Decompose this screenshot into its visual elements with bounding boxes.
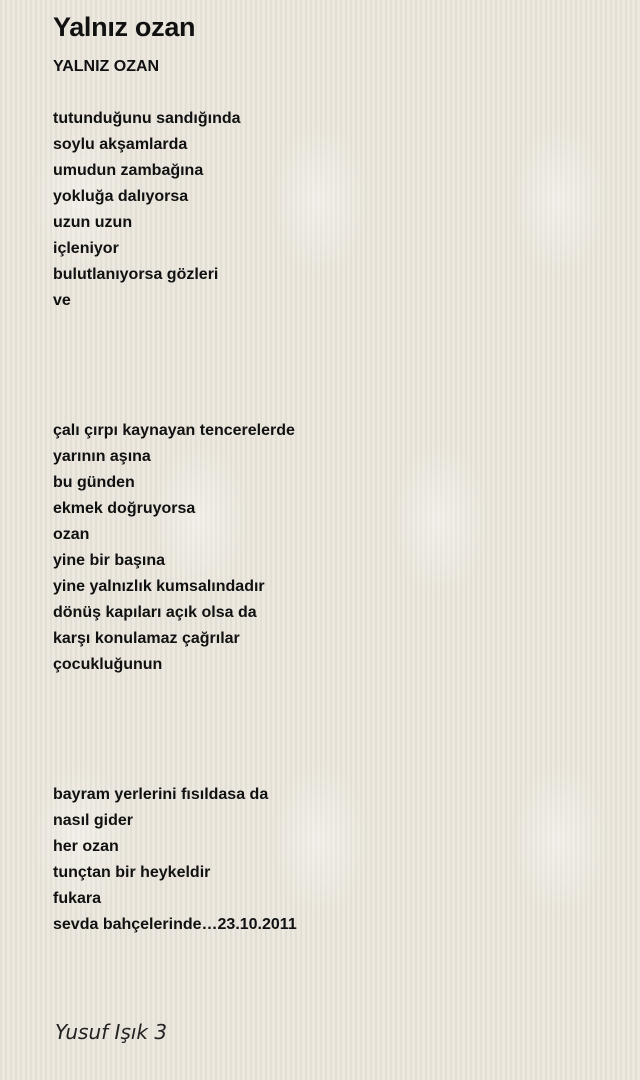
poem-line: ve — [53, 292, 71, 309]
poem-line: yine yalnızlık kumsalındadır — [53, 578, 265, 595]
poem-line: karşı konulamaz çağrılar — [53, 630, 240, 647]
poem-line: ekmek doğruyorsa — [53, 500, 196, 517]
poem-line: dönüş kapıları açık olsa da — [53, 604, 257, 621]
poem-line: fukara — [53, 890, 102, 907]
poem-line: içleniyor — [53, 240, 119, 257]
poem-line: nasıl gider — [53, 812, 134, 829]
blank-line — [53, 730, 613, 756]
blank-line — [53, 704, 613, 730]
poem-line: çalı çırpı kaynayan tencerelerde — [53, 422, 295, 439]
blank-line — [53, 756, 613, 782]
stanza-3 — [53, 782, 613, 938]
blank-line — [53, 314, 613, 340]
poem-subtitle: YALNIZ OZAN — [53, 58, 160, 75]
stanza-1 — [53, 106, 613, 314]
poem-line: tunçtan bir heykeldir — [53, 864, 211, 881]
blank-line — [53, 80, 613, 106]
poem-line: yarının aşına — [53, 448, 151, 465]
blank-line — [53, 678, 613, 704]
poem-line: soylu akşamlarda — [53, 136, 188, 153]
poem-line: yine bir başına — [53, 552, 166, 569]
poem-line: sevda bahçelerinde…23.10.2011 — [53, 916, 297, 933]
blank-line — [53, 392, 613, 418]
blank-line — [53, 366, 613, 392]
stanza-2 — [53, 418, 613, 678]
poem-line: bu günden — [53, 474, 135, 491]
poem-line: umudun zambağına — [53, 162, 204, 179]
blank-line — [53, 340, 613, 366]
poem-line: yokluğa dalıyorsa — [53, 188, 189, 205]
poem-line: tutunduğunu sandığında — [53, 110, 241, 127]
poem-author: Yusuf Işık 3 — [55, 1020, 168, 1044]
poem-line: çocukluğunun — [53, 656, 163, 673]
poem-title: Yalnız ozan — [53, 12, 196, 42]
poem-line: her ozan — [53, 838, 119, 855]
poem-body — [53, 54, 613, 938]
poem-line: bulutlanıyorsa gözleri — [53, 266, 219, 283]
poem-line: ozan — [53, 526, 90, 543]
poem-line: bayram yerlerini fısıldasa da — [53, 786, 269, 803]
poem-line: uzun uzun — [53, 214, 133, 231]
